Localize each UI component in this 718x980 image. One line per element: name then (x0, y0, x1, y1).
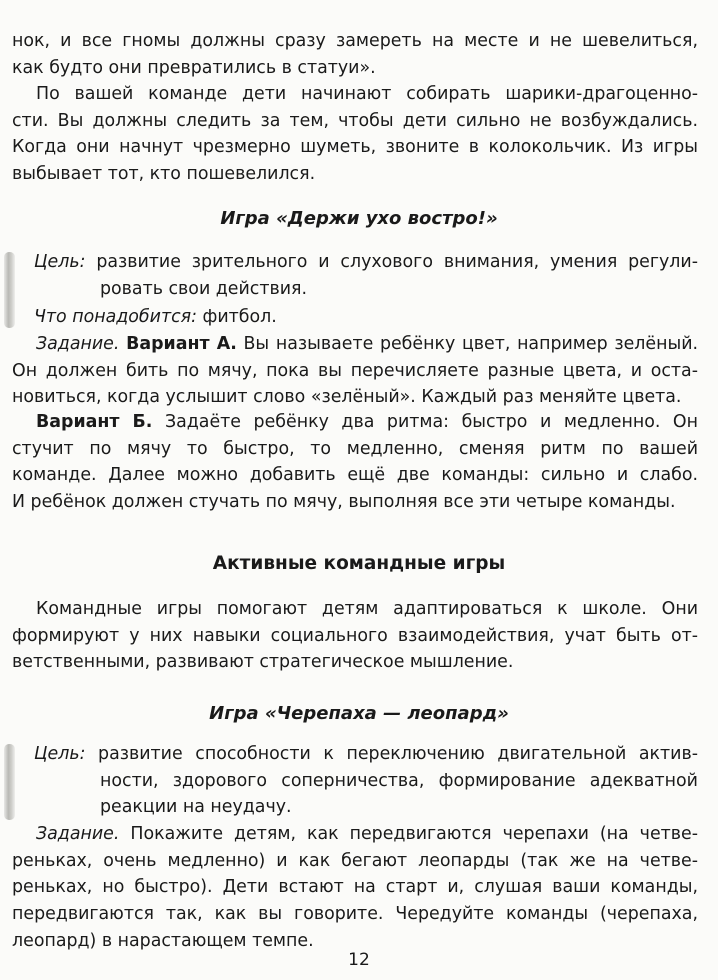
text-segment: Задаёте ребёнку два ритма: быстро и медленно. Он (164, 412, 698, 432)
text-line: Он должен бить по мячу, пока вы перечисляете разные цвета, и оста- (12, 360, 698, 381)
game-goal (12, 249, 698, 302)
text-line: реньках, очень медленно) и как бегают леопарды (так же на четве- (12, 850, 698, 871)
task-label: Задание. (36, 824, 120, 844)
text-line: как будто они превратились в статуи». (12, 57, 376, 78)
game-task (12, 821, 698, 955)
text-line: Командные игры помогают детям адаптироваться к школе. Они (36, 599, 698, 619)
text-line: ности, здорового соперничества, формирование адекватной (100, 770, 698, 791)
goal-label: Цель: (34, 252, 86, 272)
section-intro (12, 596, 698, 676)
section-title: Активные командные игры (212, 553, 506, 574)
text-line: стучит по мячу то быстро, то медленно, сменяя ритм по вашей (12, 438, 698, 459)
text-line: Когда они начнут чрезмерно шуметь, звоните в колокольчик. Из игры (12, 137, 698, 158)
text-line: По вашей команде дети начинают собирать шарики-драгоценно- (36, 84, 698, 104)
goal-label: Цель: (34, 744, 86, 764)
goal-text: развитие способности к переключению двигательной актив- (98, 744, 699, 764)
game-equipment (12, 304, 698, 331)
equipment-text: фитбол. (202, 307, 277, 327)
game-task-variant-a (12, 331, 698, 411)
text-line: ветственными, развивают стратегическое мышление. (12, 652, 514, 673)
variant-label: Вариант А. (126, 334, 237, 354)
paragraph-continuation (12, 28, 698, 81)
text-segment: Вы называете ребёнку цвет, например зелёный. (243, 334, 699, 354)
page-number: 12 (348, 950, 370, 970)
game-title: Игра «Черепаха — леопард» (209, 703, 509, 724)
text-segment: Покажите детям, как передвигаются черепахи (на четве- (130, 824, 698, 844)
goal-text: развитие зрительного и слухового внимания, умения регули- (96, 252, 699, 272)
text-line: нок, и все гномы должны сразу замереть на месте и не шевелиться, (12, 31, 698, 51)
text-line: команде. Далее можно добавить ещё две команды: сильно и слабо. (12, 465, 698, 486)
text-line: сти. Вы должны следить за тем, чтобы дети сильно не возбуждались. (12, 110, 698, 131)
text-line: ровать свои действия. (100, 278, 308, 299)
equipment-label: Что понадобится: (34, 307, 197, 327)
variant-label: Вариант Б. (36, 412, 153, 432)
game-title: Игра «Держи ухо востро!» (220, 208, 498, 229)
text-line: новиться, когда услышит слово «зелёный». Каждый раз меняйте цвета. (12, 387, 682, 408)
text-line: леопард) в нарастающем темпе. (12, 930, 314, 951)
game-goal (12, 741, 698, 821)
text-line: выбывает тот, кто пошевелился. (12, 164, 316, 185)
paragraph-instructions (12, 81, 698, 188)
text-line: формируют у них навыки социального взаимодействия, учат быть от- (12, 625, 698, 646)
text-line: реакции на неудачу. (100, 797, 292, 818)
text-line: передвигаются так, как вы говорите. Чередуйте команды (черепаха, (12, 904, 698, 925)
task-label: Задание. (36, 334, 120, 354)
text-line: реньках, но быстро). Дети встают на старт и, слушая ваши команды, (12, 877, 698, 898)
text-line: И ребёнок должен стучать по мячу, выполняя все эти четыре команды. (12, 492, 676, 513)
game-task-variant-b (12, 409, 698, 516)
